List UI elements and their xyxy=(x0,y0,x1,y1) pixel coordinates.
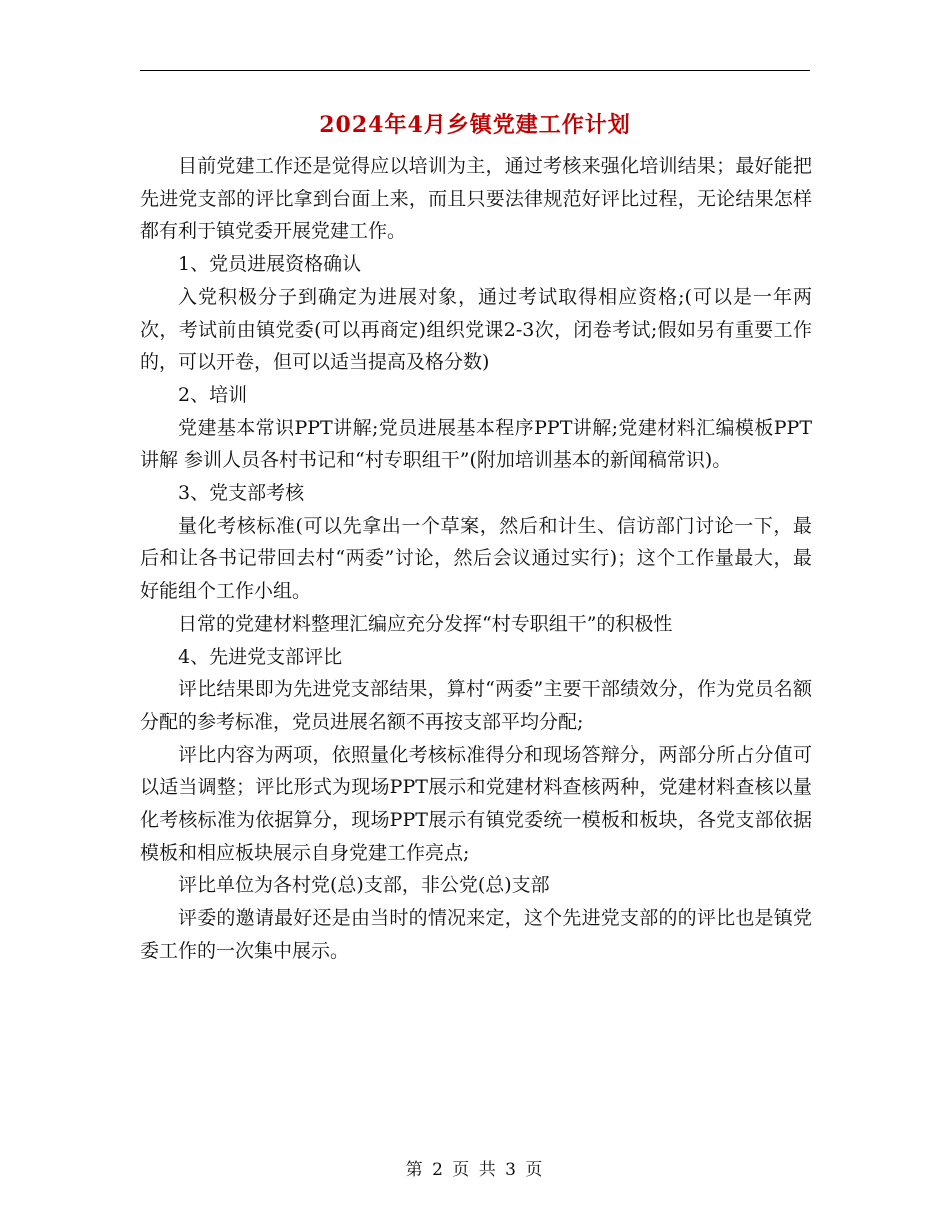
section-heading: 4、先进党支部评比 xyxy=(178,645,343,668)
paragraph: 量化考核标准(可以先拿出一个草案，然后和计生、信访部门讨论一下，最后和让各书记带回去村“两委”讨论，然后会议通过实行)；这个工作量最大，最好能组个工作小组。 xyxy=(140,514,812,603)
paragraph: 目前党建工作还是觉得应以培训为主，通过考核来强化培训结果；最好能把先进党支部的评比拿到台面上来，而且只要法律规范好评比过程，无论结果怎样都有利于镇党委开展党建工作。 xyxy=(140,155,812,243)
document-body xyxy=(140,150,812,968)
paragraph: 入党积极分子到确定为进展对象，通过考试取得相应资格;(可以是一年两次，考试前由镇党委(可以再商定)组织党课2-3次，闭卷考试;假如另有重要工作的，可以开卷，但可以适当提高及格分数) xyxy=(140,285,812,374)
section-heading: 2、培训 xyxy=(178,383,248,406)
paragraph: 评委的邀请最好还是由当时的情况来定，这个先进党支部的的评比也是镇党委工作的一次集中展示。 xyxy=(140,907,812,962)
paragraph: 日常的党建材料整理汇编应充分发挥“村专职组干”的积极性 xyxy=(178,612,673,635)
page-footer: 第 2 页 共 3 页 xyxy=(405,1160,545,1180)
document-title: 2024年4月乡镇党建工作计划 xyxy=(319,112,631,138)
paragraph: 评比单位为各村党(总)支部，非公党(总)支部 xyxy=(178,874,550,897)
section-heading: 3、党支部考核 xyxy=(178,482,305,505)
paragraph: 党建基本常识PPT讲解;党员进展基本程序PPT讲解;党建材料汇编模板PPT讲解 参训人员各村书记和“村专职组干”(附加培训基本的新闻稿常识)。 xyxy=(140,416,812,472)
paragraph: 评比内容为两项，依照量化考核标准得分和现场答辩分，两部分所占分值可以适当调整；评比形式为现场PPT展示和党建材料查核两种，党建材料查核以量化考核标准为依据算分，现场PPT展示有镇党委统一模板和板块，各党支部依据模板和相应板块展示自身党建工作亮点; xyxy=(140,743,812,864)
section-heading: 1、党员进展资格确认 xyxy=(178,253,362,276)
header-rule xyxy=(140,70,810,71)
paragraph: 评比结果即为先进党支部结果，算村“两委”主要干部绩效分，作为党员名额分配的参考标准，党员进展名额不再按支部平均分配; xyxy=(140,678,812,733)
